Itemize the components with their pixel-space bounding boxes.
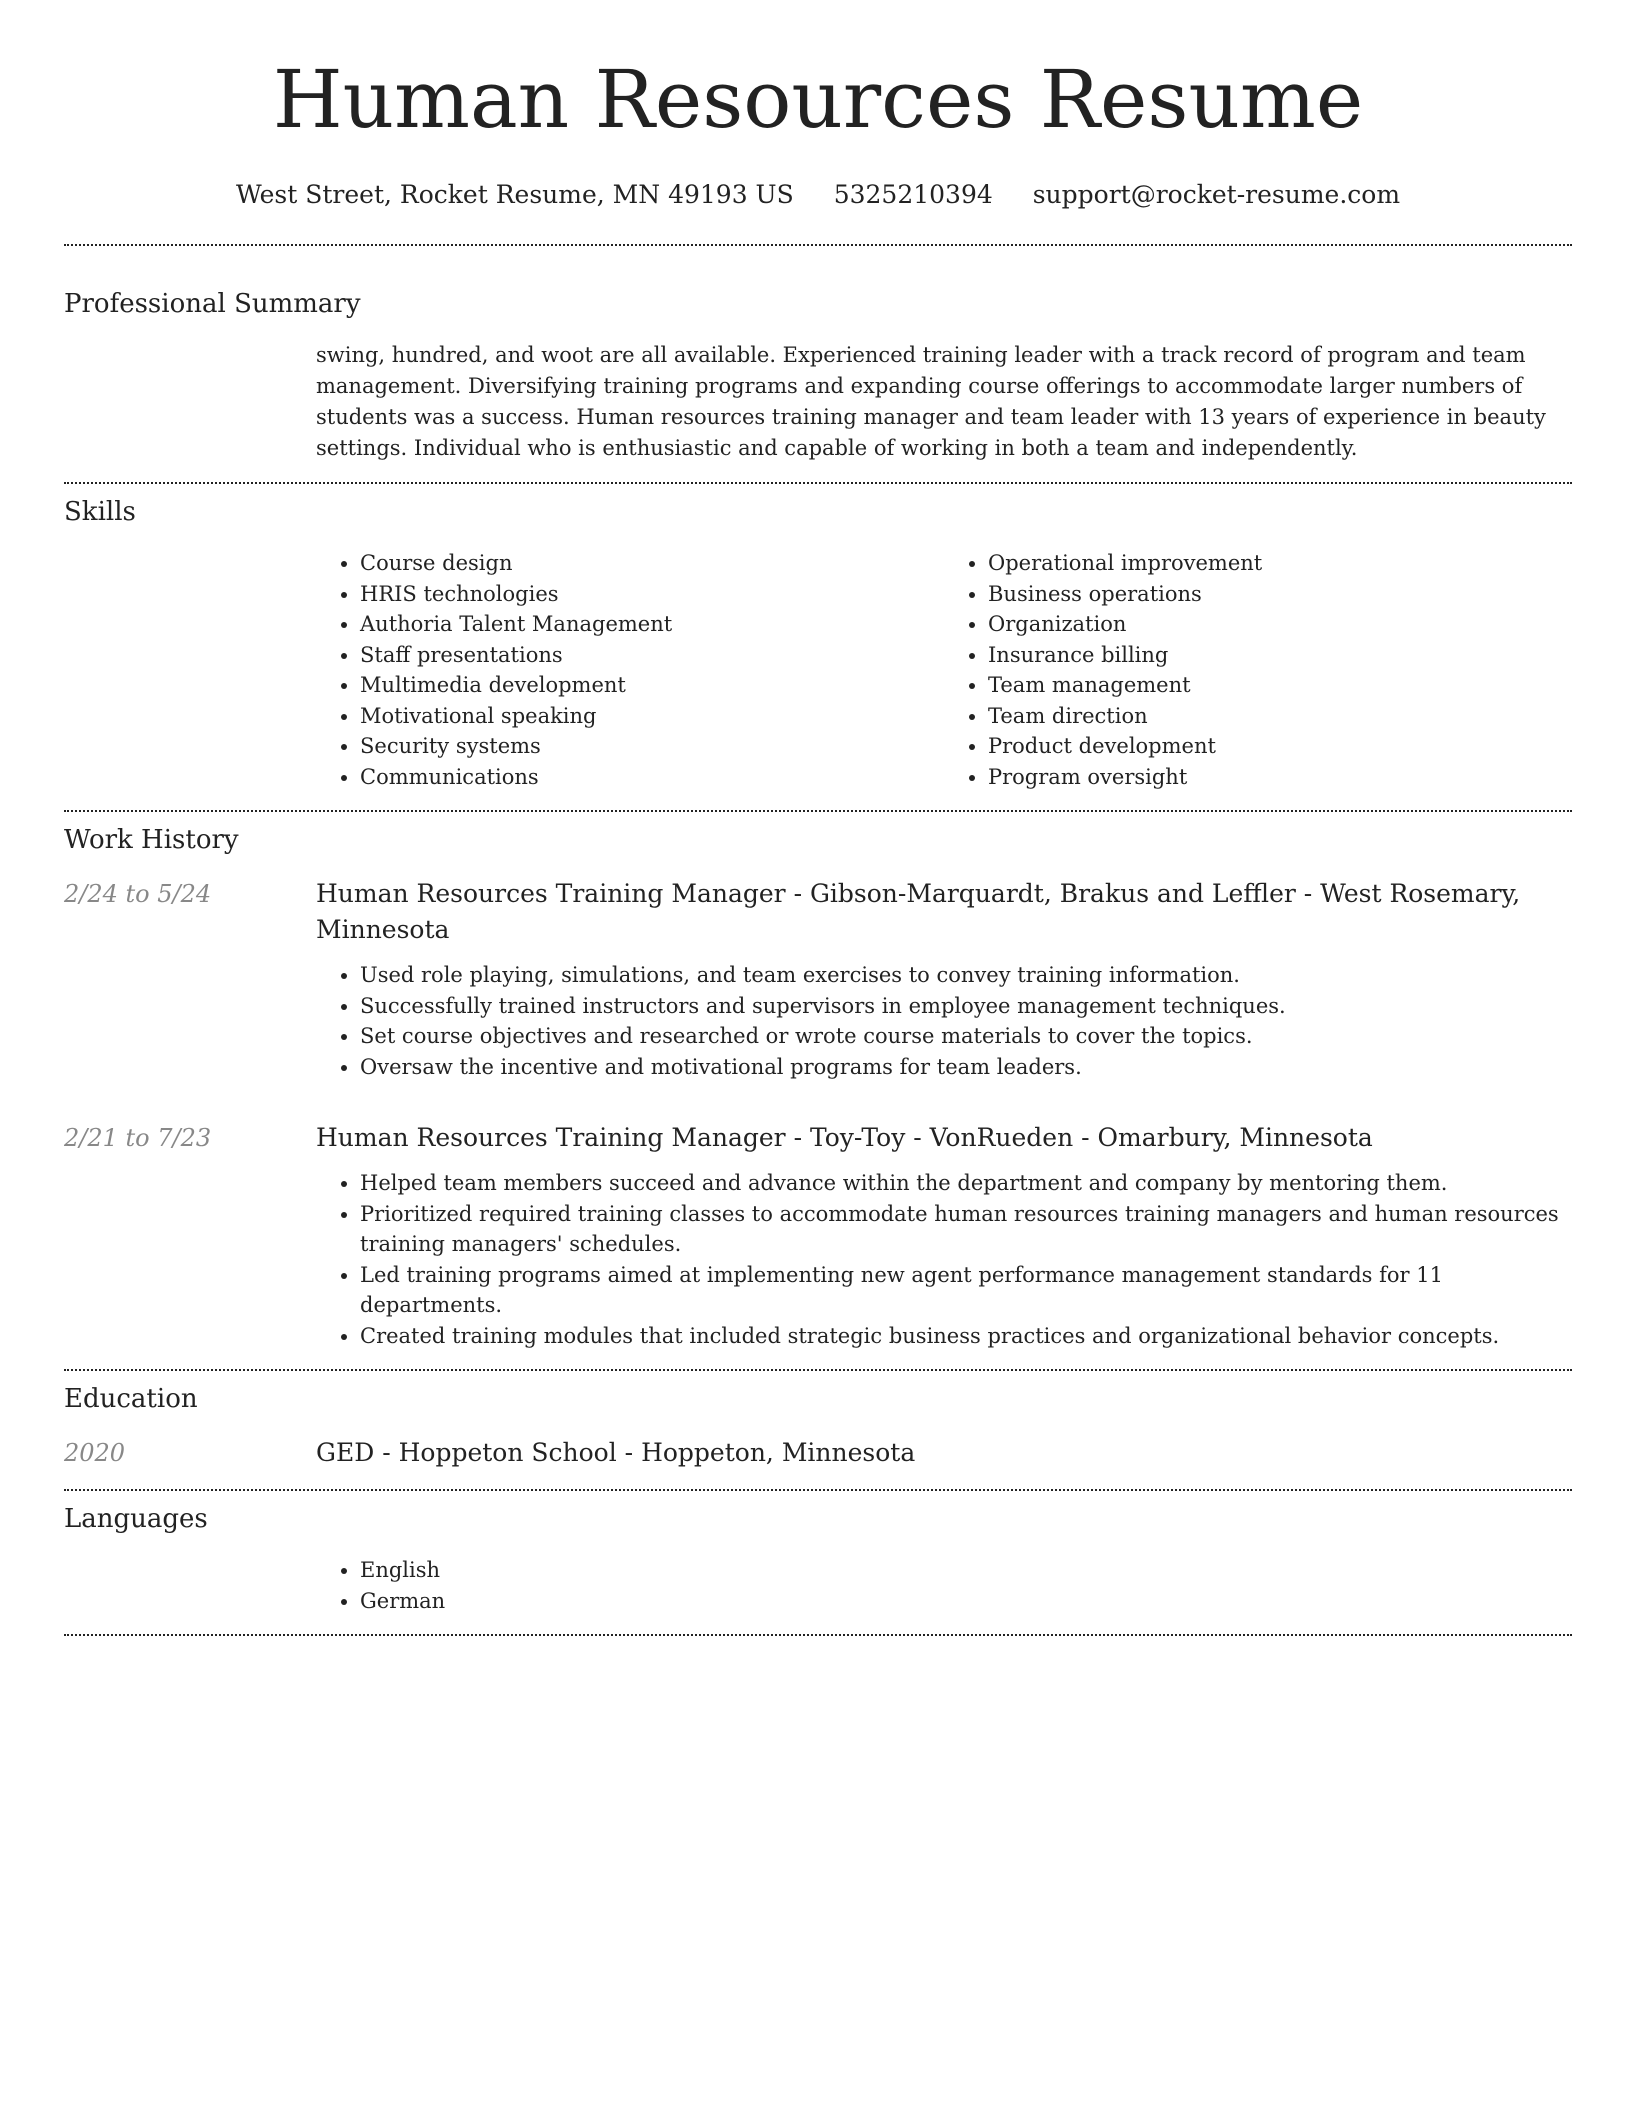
- skill-item: • Staff presentations: [360, 640, 944, 671]
- language-item: • German: [360, 1586, 1572, 1617]
- job-date: 2/21 to 7/23: [64, 1124, 212, 1152]
- languages-list: [316, 1555, 1572, 1616]
- skills-right-column: [944, 548, 1572, 792]
- divider: [64, 1634, 1572, 1636]
- job-entry: [64, 876, 1572, 1082]
- skill-item: • Communications: [360, 762, 944, 793]
- phone: 5325210394: [833, 180, 993, 209]
- skills-heading: Skills: [64, 497, 136, 527]
- divider: [64, 1369, 1572, 1371]
- summary-heading: Professional Summary: [64, 289, 361, 319]
- education-body: [316, 1435, 1572, 1471]
- skill-item: • Operational improvement: [988, 548, 1572, 579]
- job-date: 2/24 to 5/24: [64, 880, 212, 908]
- education-date: 2020: [64, 1439, 126, 1467]
- job-title: Human Resources Training Manager - Gibson-Marquardt, Brakus and Leffler - West Rosemary, Minnesota: [316, 879, 1521, 944]
- job-title: Human Resources Training Manager - Toy-Toy - VonRueden - Omarbury, Minnesota: [316, 1123, 1373, 1152]
- skill-item: • Multimedia development: [360, 670, 944, 701]
- skill-item: • Team direction: [988, 701, 1572, 732]
- address: West Street, Rocket Resume, MN 49193 US: [235, 180, 794, 209]
- job-bullets: [316, 1168, 1572, 1351]
- job-bullet: • Oversaw the incentive and motivational programs for team leaders.: [360, 1052, 1572, 1083]
- job-bullet: • Successfully trained instructors and supervisors in employee management techniques.: [360, 991, 1572, 1022]
- education-heading: Education: [64, 1384, 198, 1414]
- work-heading: Work History: [64, 825, 239, 855]
- skill-item: • Insurance billing: [988, 640, 1572, 671]
- skills-list: [316, 548, 1572, 792]
- email: support@rocket-resume.com: [1032, 180, 1401, 209]
- job-entry: [64, 1120, 1572, 1351]
- skill-item: • Security systems: [360, 731, 944, 762]
- skill-item: • Organization: [988, 609, 1572, 640]
- skill-item: • Team management: [988, 670, 1572, 701]
- job-bullet: • Created training modules that included strategic business practices and organizational behavior concepts.: [360, 1321, 1572, 1352]
- contact-line: [64, 178, 1572, 212]
- skill-item: • Product development: [988, 731, 1572, 762]
- resume-page: [64, 0, 1572, 1636]
- divider: [64, 810, 1572, 812]
- job-bullets: [316, 960, 1572, 1082]
- summary-text: swing, hundred, and woot are all available. Experienced training leader with a track record of program and team management. Diversifying training programs and expanding course offerings to accommodate larger numbers of students was a success. Human resources training manager and team leader with 13 years of experience in beauty settings. Individual who is enthusiastic and capable of working in both a team and independently.: [316, 343, 1546, 460]
- job-bullet: • Prioritized required training classes to accommodate human resources training managers and human resources training managers' schedules.: [360, 1199, 1572, 1260]
- skill-item: • HRIS technologies: [360, 579, 944, 610]
- job-bullet: • Set course objectives and researched or wrote course materials to cover the topics.: [360, 1021, 1572, 1052]
- divider: [64, 1489, 1572, 1491]
- languages-items: [316, 1555, 1572, 1616]
- job-bullet: • Used role playing, simulations, and team exercises to convey training information.: [360, 960, 1572, 991]
- skill-item: • Program oversight: [988, 762, 1572, 793]
- resume-title: Human Resources Resume: [272, 53, 1364, 146]
- job-body: [316, 1120, 1572, 1351]
- skill-item: • Course design: [360, 548, 944, 579]
- skill-item: • Motivational speaking: [360, 701, 944, 732]
- job-bullet: • Led training programs aimed at implementing new agent performance management standards for 11 departments.: [360, 1260, 1572, 1321]
- divider: [64, 244, 1572, 246]
- education-entry: [64, 1435, 1572, 1471]
- skill-item: • Business operations: [988, 579, 1572, 610]
- job-body: [316, 876, 1572, 1082]
- job-bullet: • Helped team members succeed and advance within the department and company by mentoring them.: [360, 1168, 1572, 1199]
- divider: [64, 482, 1572, 484]
- languages-heading: Languages: [64, 1504, 208, 1534]
- skill-item: • Authoria Talent Management: [360, 609, 944, 640]
- education-title: GED - Hoppeton School - Hoppeton, Minnesota: [316, 1438, 916, 1467]
- skills-left-column: [316, 548, 944, 792]
- language-item: • English: [360, 1555, 1572, 1586]
